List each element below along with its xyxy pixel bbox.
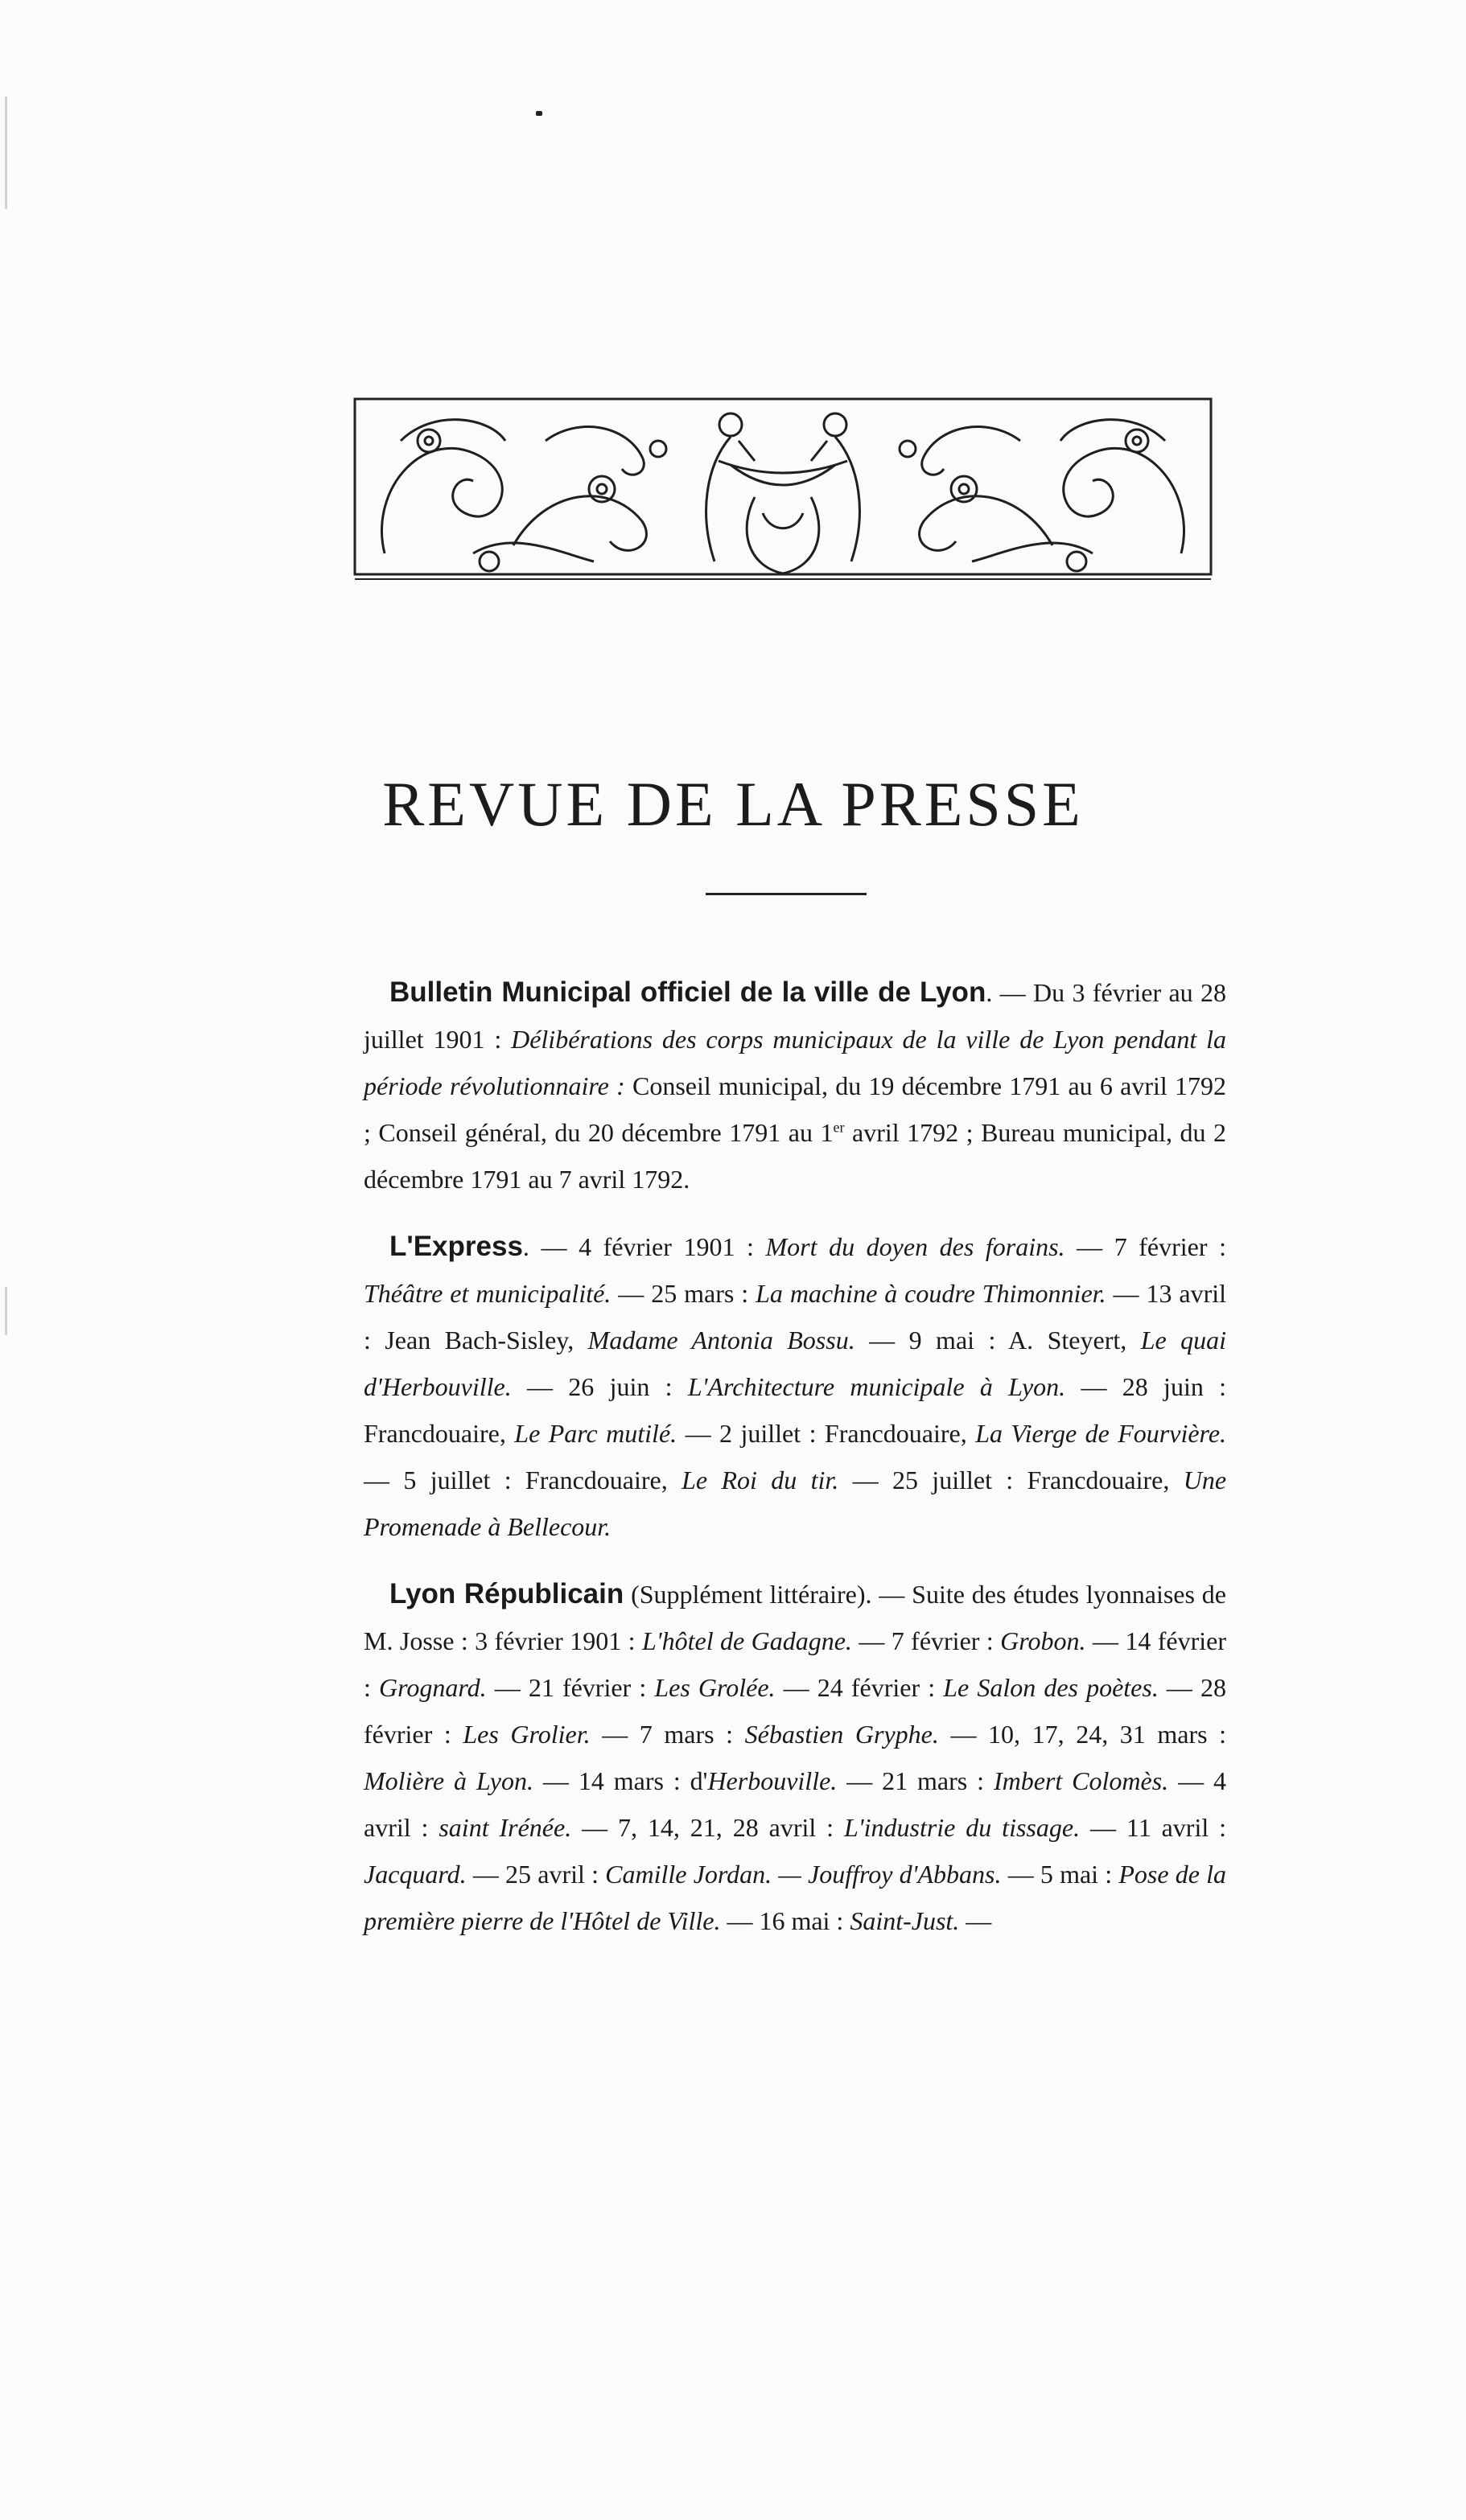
italic-title: Camille Jordan. — Jouffroy d'Abbans. [605,1860,1002,1889]
newspaper-name: Lyon Républicain [389,1578,624,1609]
italic-title: Délibérations des corps municipaux de la ville de Lyon pendant la période révolutionnaire : [364,1025,1227,1100]
text-run: Conseil municipal, du 19 décembre 1791 au 6 avril 1792 ; Conseil général, du 20 décembre 1791 au 1 [364,1071,1227,1147]
text-run: er [833,1119,845,1136]
text-run: — 4 avril : [364,1766,1227,1842]
text-run: — 7 février : [1064,1232,1227,1261]
italic-title: Théâtre et municipalité. [364,1279,612,1308]
italic-title: Les Grolée. [654,1673,776,1702]
press-entry [364,1223,1226,1550]
header-ornament [352,393,1213,584]
text-run: — 2 juillet : Francdouaire, [677,1419,976,1448]
text-run: — 7 février : [851,1626,1001,1655]
page-title: REVUE DE LA PRESSE [382,769,1084,839]
text-run: — 25 mars : [611,1279,756,1308]
text-run: — 25 avril : [466,1860,606,1889]
italic-title: saint Irénée. [439,1813,572,1842]
text-run: — 14 mars : d' [533,1766,708,1795]
entry-text [364,1232,1226,1541]
entry-text [364,1580,1226,1935]
text-run: — 14 février : [364,1626,1227,1702]
ink-speck [536,111,542,116]
italic-title: Grobon. [1000,1626,1086,1655]
italic-title: Saint-Just. [850,1906,960,1935]
italic-title: La machine à coudre Thimonnier. [756,1279,1106,1308]
italic-title: Les Grolier. [463,1720,591,1749]
text-run: — 21 février : [486,1673,655,1702]
italic-title: Imbert Colomès. [993,1766,1169,1795]
italic-title: Le Roi du tir. [682,1466,839,1494]
text-run: — 28 février : [364,1673,1227,1749]
text-run: — 9 mai : A. Steyert, [854,1326,1141,1355]
text-run: — 21 mars : [837,1766,994,1795]
italic-title: Mort du doyen des forains. [765,1232,1065,1261]
entry-text [364,978,1226,1194]
text-run: — 25 juillet : Francdouaire, [838,1466,1184,1494]
text-run: — 16 mai : [720,1906,850,1935]
italic-title: Molière à Lyon. [364,1766,533,1795]
newspaper-name: Bulletin Municipal officiel de la ville de Lyon [389,976,986,1008]
italic-title: Grognard. [379,1673,487,1702]
italic-title: Une Promenade à Bellecour. [364,1466,1227,1541]
italic-title: L'Architecture municipale à Lyon. [687,1372,1066,1401]
press-entry [364,1571,1226,1944]
text-run: . — 4 février 1901 : [522,1232,766,1261]
text-run: — [959,1906,992,1935]
text-run: — 10, 17, 24, 31 mars : [938,1720,1227,1749]
text-run: — 5 juillet : Francdouaire, [364,1466,682,1494]
italic-title: Pose de la première pierre de l'Hôtel de Ville. [364,1860,1227,1935]
press-entry [364,969,1226,1202]
italic-title: Le Parc mutilé. [514,1419,677,1448]
italic-title: L'industrie du tissage. [843,1813,1081,1842]
newspaper-name: L'Express [389,1231,523,1262]
text-run: — 7 mars : [590,1720,745,1749]
text-run: — 5 mai : [1001,1860,1119,1889]
press-review-body [364,969,1226,1965]
italic-title: Madame Antonia Bossu. [587,1326,855,1355]
italic-title: La Vierge de Fourvière. [975,1419,1227,1448]
text-run: — 26 juin : [511,1372,688,1401]
text-run: — 7, 14, 21, 28 avril : [571,1813,844,1842]
text-run: — 13 avril : Jean Bach-Sisley, [364,1279,1227,1355]
text-run: — 28 juin : Francdouaire, [364,1372,1227,1448]
text-run: — 24 février : [775,1673,944,1702]
italic-title: Sébastien Gryphe. [744,1720,939,1749]
title-divider [706,893,867,895]
text-run: avril 1792 ; Bureau municipal, du 2 décembre 1791 au 7 avril 1792. [364,1118,1227,1194]
text-run: (Supplément littéraire). — Suite des études lyonnaises de M. Josse : 3 février 1901 : [364,1580,1227,1655]
italic-title: Herbouville. [707,1766,838,1795]
italic-title: Le quai d'Herbouville. [364,1326,1227,1401]
italic-title: Jacquard. [364,1860,467,1889]
italic-title: Le Salon des poètes. [943,1673,1159,1702]
scan-edge-mark [5,1287,7,1335]
italic-title: L'hôtel de Gadagne. [641,1626,852,1655]
text-run: — 11 avril : [1080,1813,1227,1842]
text-run: . — Du 3 février au 28 juillet 1901 : [364,978,1227,1054]
scan-edge-mark [5,97,7,209]
